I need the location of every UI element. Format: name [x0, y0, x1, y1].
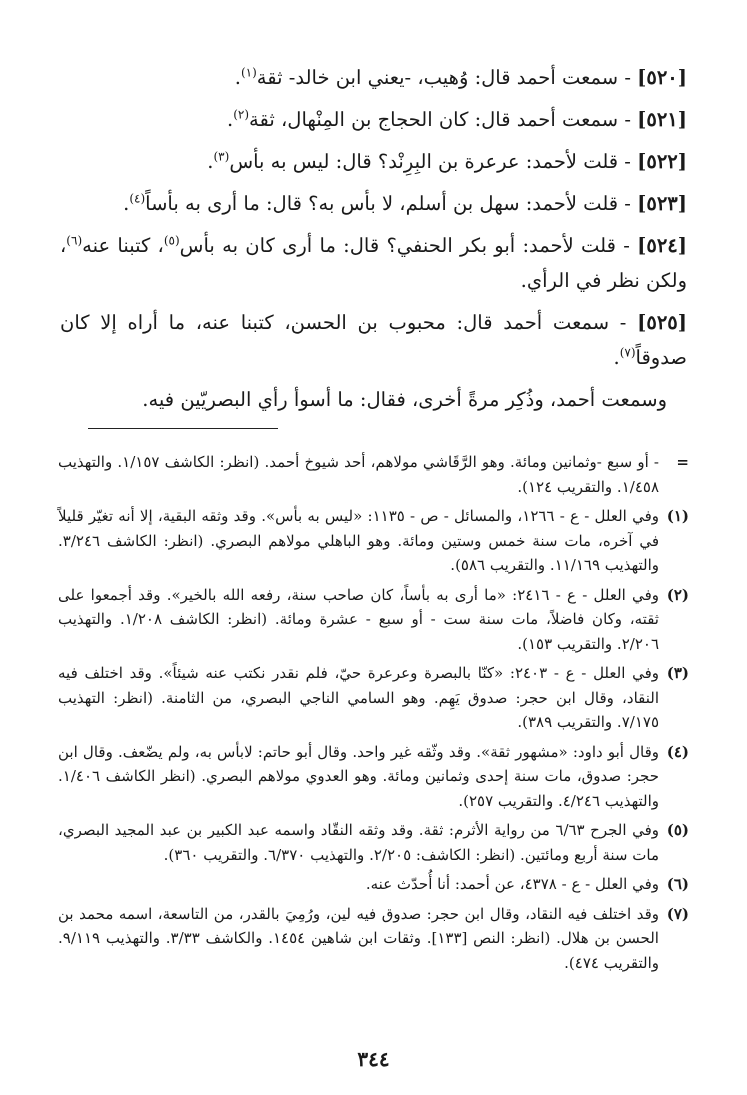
entry-end: .	[123, 192, 130, 215]
footnote-ref[interactable]: (٢)	[233, 107, 250, 122]
footnotes	[58, 450, 689, 980]
page-number: ٣٤٤	[357, 1047, 390, 1071]
footnote-marker: (٣)	[666, 664, 689, 682]
footnote-marker: (٥)	[666, 821, 689, 839]
entry	[60, 305, 687, 375]
footnote-marker: =	[676, 453, 689, 471]
entry-text: - سمعت أحمد قال: كان الحجاج بن المِنْهال، ثقة	[249, 108, 631, 131]
entry	[60, 186, 687, 221]
footnote-marker: (٦)	[666, 875, 689, 893]
entry-end: .	[613, 346, 620, 369]
entry	[60, 144, 687, 179]
footnote-text: وفي العلل - ع - ٢٤١٦: «ما أرى به بأساً، كان صاحب سنة، رفعه الله بالخير». وقد أجمعوا على ثقته، وكان فاضلاً، مات سنة ست - أو سبع - عشرة ومائة. (انظر: الكاشف ١/٢٠٨. والتهذيب ٢/٢٠٦. والتقريب ١٥٣).	[58, 585, 659, 653]
footnote	[58, 661, 689, 735]
footnote-ref[interactable]: (٧)	[619, 345, 636, 360]
entry-continuation	[60, 382, 687, 417]
entry-text: - سمعت أحمد قال: وُهيب، -يعني ابن خالد- ثقة	[256, 66, 631, 89]
footnote	[58, 818, 689, 867]
footnote	[58, 740, 689, 814]
footnote-ref[interactable]: (١)	[240, 65, 257, 80]
footnote	[58, 902, 689, 976]
main-text	[60, 60, 687, 424]
footnote-text: - أو سبع -وثمانين ومائة. وهو الرَّقَاشي مولاهم، أحد شيوخ أحمد. (انظر: الكاشف ١/١٥٧. والتهذيب ١/٤٥٨. والتقريب ١٢٤).	[58, 453, 659, 496]
entry-number: [٥٢٥]	[637, 311, 687, 334]
footnote	[58, 583, 689, 657]
entry-text: - قلت لأحمد: عرعرة بن البِرِنْد؟ قال: ليس به بأس	[229, 150, 631, 173]
entry-number: [٥٢١]	[637, 108, 687, 131]
footnote	[58, 450, 689, 499]
footnote-text: وفي الجرح ٦/٦٣ من رواية الأثرم: ثقة. وقد وثقه النقّاد واسمه عبد الكبير بن عبد المجيد البصري، مات سنة أربع ومائتين. (انظر: الكاشف: ٢/٢٠٥. والتهذيب ٦/٣٧٠. والتقريب ٣٦٠).	[58, 821, 660, 864]
footnote-text: وقد اختلف فيه النقاد، وقال ابن حجر: صدوق فيه لين، ورُمِيَ بالقدر، من التاسعة، اسمه محمد بن الحسن بن هلال. (انظر: النص [١٣٣]. وثقات ابن شاهين ١٤٥٤. والكاشف ٣/٣٣. والتهذيب ٩/١١٩. والتقريب ٤٧٤).	[58, 904, 659, 972]
footnote-marker: (٢)	[666, 585, 689, 604]
entry	[60, 102, 687, 137]
entry-text: - قلت لأحمد: سهل بن أسلم، لا بأس به؟ قال: ما أرى به بأساً	[145, 192, 631, 215]
footnote-marker: (٧)	[666, 904, 689, 923]
footnote	[58, 504, 689, 578]
entry-number: [٥٢٣]	[637, 192, 687, 215]
entry	[60, 60, 687, 95]
entry-end: .	[234, 66, 241, 89]
entry-text: - قلت لأحمد: أبو بكر الحنفي؟ قال: ما أرى كان به بأس	[179, 234, 630, 257]
footnote-marker: (٤)	[666, 742, 689, 761]
footnote-divider	[88, 428, 278, 429]
entry-text: وسمعت أحمد، وذُكِر مرةً أخرى، فقال: ما أسوأ رأي البصريّين فيه.	[142, 388, 667, 411]
entry-text: - سمعت أحمد قال: محبوب بن الحسن، كتبنا عنه، ما أراه إلا كان صدوقاً	[60, 311, 687, 369]
entry	[60, 228, 687, 298]
entry-end: ، ولكن نظر في الرأي.	[60, 234, 687, 292]
entry-end: .	[207, 150, 214, 173]
footnote-ref[interactable]: (٥)	[163, 233, 180, 248]
entry-number: [٥٢٤]	[637, 234, 687, 257]
footnote-text: وفي العلل - ع - ٢٤٠٣: «كنّا بالبصرة وعرعرة حيّ، فلم نقدر نكتب عنه شيئاً». وقد اختلف فيه النقاد، وقال ابن حجر: صدوق يَهِم. وهو السامي الناجي البصري، من الثامنة. (انظر: التهذيب ٧/١٧٥. والتقريب ٣٨٩).	[58, 664, 659, 731]
footnote-text: وفي العلل - ع - ١٢٦٦، والمسائل - ص - ١١٣٥: «ليس به بأس». وقد وثقه البقية، إلا أنه تغيّر قليلاً في آخره، مات سنة خمس وستين ومائة. وهو الباهلي مولاهم البصري. (انظر: الكاشف ٣/٢٤٦. والتهذيب ١١/١٦٩. والتقريب ٥٨٦).	[58, 507, 659, 574]
entry-end: .	[227, 108, 234, 131]
footnote-text: وفي العلل - ع - ٤٣٧٨، عن أحمد: أنا أُحدّث عنه.	[365, 875, 659, 893]
footnote-marker: (١)	[666, 507, 689, 525]
footnote-ref[interactable]: (٣)	[213, 149, 230, 164]
entry-text-mid: ، كتبنا عنه	[82, 234, 164, 257]
footnote	[58, 872, 689, 897]
footnote-ref[interactable]: (٤)	[129, 191, 146, 206]
entry-number: [٥٢٢]	[637, 150, 687, 173]
footnote-ref[interactable]: (٦)	[66, 233, 83, 248]
footnote-text: وقال أبو داود: «مشهور ثقة». وقد وثّقه غير واحد. وقال أبو حاتم: لابأس به، ولم يضّعف. وقال ابن حجر: صدوق، مات سنة إحدى وثمانين ومائة. وهو العدوي مولاهم البصري. (انظر الكاشف ١/٤٠٦. والتهذيب ٤/٢٤٦. والتقريب ٢٥٧).	[58, 742, 659, 810]
entry-number: [٥٢٠]	[637, 66, 687, 89]
